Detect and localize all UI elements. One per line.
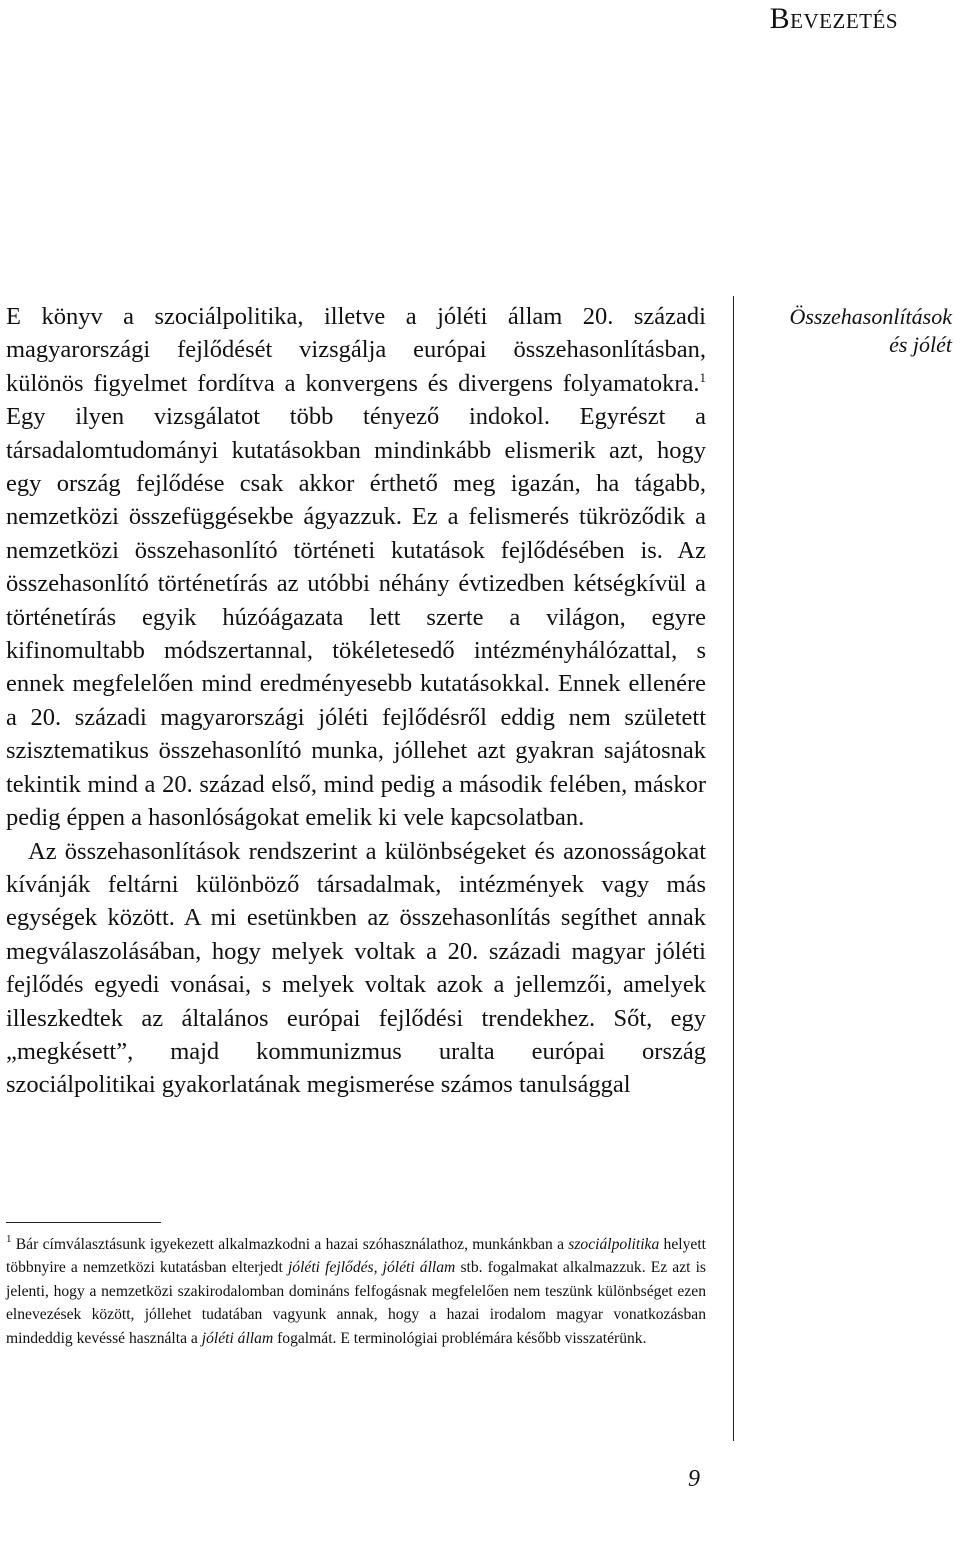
footnote-italic-1: szociálpolitika xyxy=(568,1236,660,1253)
footnote xyxy=(6,1233,706,1350)
margin-note xyxy=(742,303,952,359)
paragraph-1-rest: Egy ilyen vizsgálatot több tényező indokol. Egyrészt a társadalomtudományi kutatásokban mindinkább elismerik azt, hogy egy ország fejlődése csak akkor érthető meg igazán, ha tágabb, nemzetközi összefüggésekbe ágyazzuk. Ez a felismerés tükröződik a nemzetközi összehasonlító történeti kutatások fejlődésében is. Az összehasonlító történetírás az utóbbi néhány évtizedben kétségkívül a történetírás egyik húzóágazata lett szerte a világon, egyre kifinomultabb módszertannal, tökéletesedő intézményhálózattal, s ennek megfelelően mind eredményesebb kutatásokkal. Ennek ellenére a 20. századi magyarországi jóléti fejlődésről eddig nem született szisztematikus összehasonlító munka, jóllehet azt gyakran sajátosnak tekintik mind a 20. század első, mind pedig a második felében, máskor pedig éppen a hasonlóságokat emelik ki vele kapcsolatban. xyxy=(6,403,706,832)
paragraph-2: Az összehasonlítások rendszerint a különbségeket és azonosságokat kívánják feltárni különböző társadalmak, intézmények vagy más egységek között. A mi esetünkben az összehasonlítás segíthet annak megválaszolásában, hogy melyek voltak a 20. századi magyar jóléti fejlődés egyedi vonásai, s melyek voltak azok a jellemzői, amelyek illeszkedtek az általános európai fejlődési trendekhez. Sőt, egy „megkésett”, majd kommunizmus uralta európai ország szociálpolitikai gyakorlatának megismerése számos tanulsággal xyxy=(6,837,706,1099)
footnote-text-3: stb. fogalmakat alkalmazzuk. Ez azt is jelenti, hogy a nemzetközi szakirodalomban domináns felfogásnak megfelelően nem teszünk különbséget ezen elnevezések között, jóllehet tudatában vagyunk annak, hogy a hazai irodalom magyar vonatkozásban mindeddig kevéssé használta a xyxy=(6,1259,707,1347)
running-head: Bevezetés xyxy=(769,2,898,35)
paragraph-1-start: E könyv a szociálpolitika, illetve a jóléti állam 20. századi magyarországi fejlődését vizsgálja európai összehasonlításban, különös figyelmet fordítva a konvergens és divergens folyamatokra. xyxy=(6,303,706,397)
margin-divider xyxy=(733,296,734,1441)
main-text xyxy=(6,300,706,1102)
footnote-italic-2: jóléti fejlődés, jóléti állam xyxy=(287,1259,456,1277)
footnote-text-1: Bár címválasztásunk igyekezett alkalmazkodni a hazai szóhasználathoz, munkánkban a xyxy=(11,1236,569,1253)
footnote-italic-3: jóléti állam xyxy=(201,1329,274,1347)
footnote-text-4: fogalmát. E terminológiai problémára később visszatérünk. xyxy=(273,1329,647,1347)
footnote-marker: 1 xyxy=(6,1233,12,1245)
page-number: 9 xyxy=(688,1466,700,1492)
paragraph-1 xyxy=(6,300,706,835)
footnote-reference[interactable]: 1 xyxy=(699,369,706,385)
footnote-text-2: helyett többnyire a nemzetközi kutatásban elterjedt xyxy=(6,1236,706,1277)
footnote-separator xyxy=(6,1222,161,1223)
margin-note-line-1: Összehasonlítások xyxy=(789,304,952,329)
margin-note-line-2: és jólét xyxy=(889,332,952,357)
